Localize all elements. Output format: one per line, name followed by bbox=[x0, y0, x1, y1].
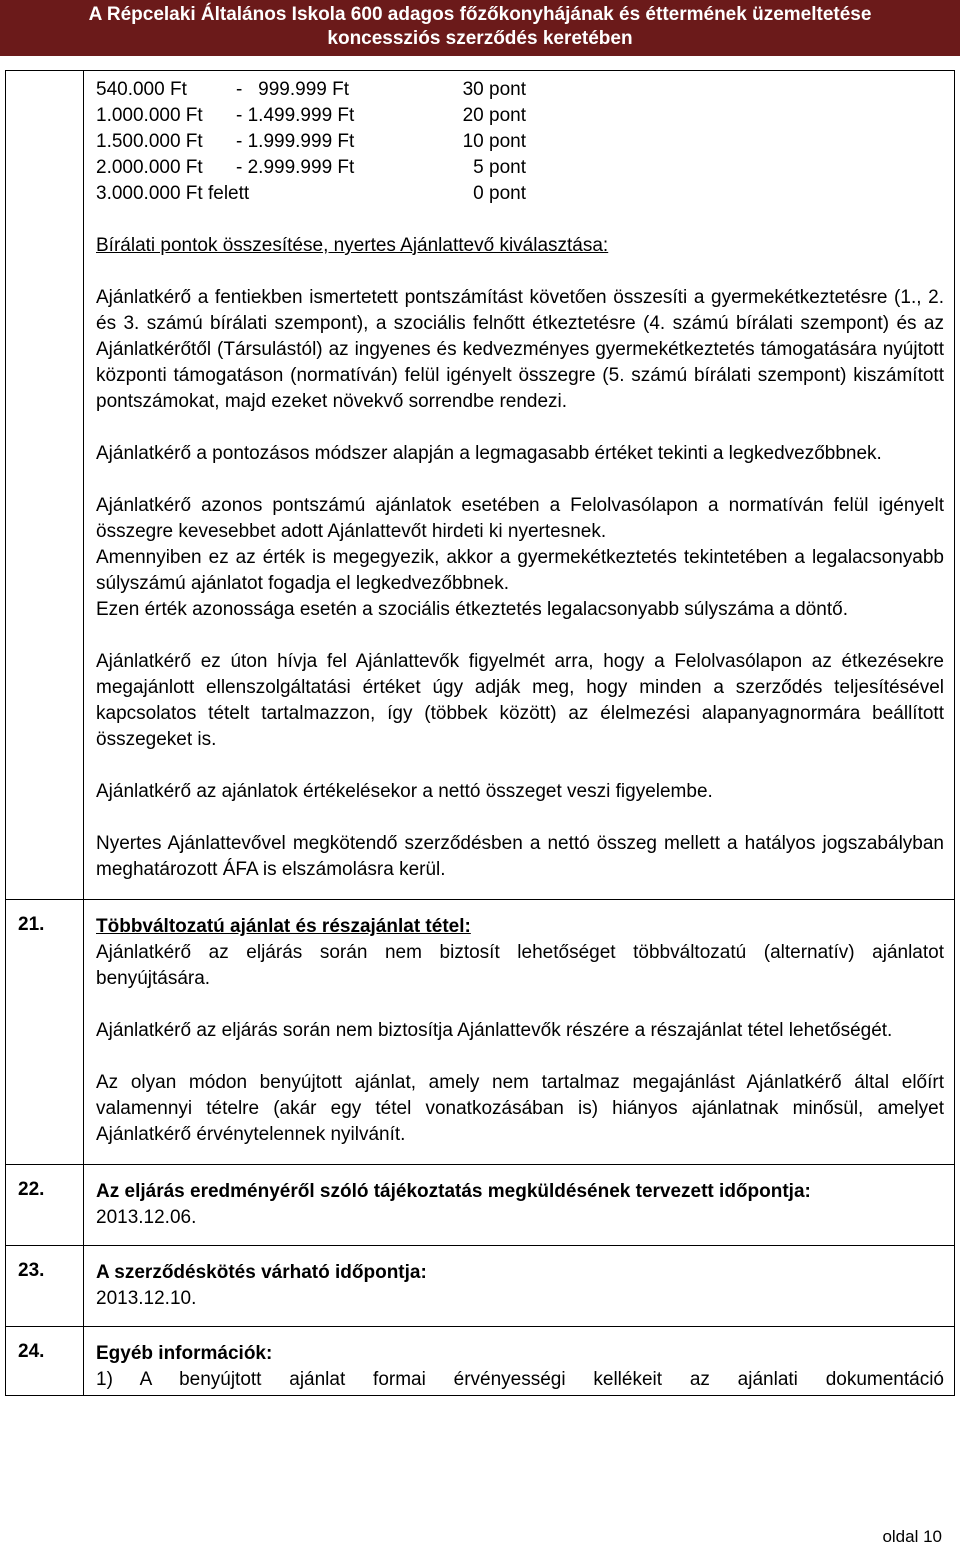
table-row-section-24 bbox=[6, 1327, 955, 1396]
section-date: 2013.12.06. bbox=[96, 1207, 197, 1228]
paragraph-summation: Ajánlatkérő a fentiekben ismertetett pontszámítást követően összesíti a gyermekétkeztetésre (1., 2. és 3. számú bírálati szempont), a szociális felnőtt étkeztetésre (4. számú bírálati szempont) és az Ajánlatkérőtől (Társulástól) az ingyenes és kedvezményes gyermekétkeztetés támogatására nyújtott központi támogatáson (normatíván) felül igényelt összegre (5. számú bírálati szempont) kiszámított pontszámokat, majd ezeket növekvő sorrendbe rendezi. bbox=[96, 287, 944, 412]
paragraph-tie-rule-3: Ezen érték azonossága esetén a szociális étkeztetés legalacsonyabb súlyszáma a döntő. bbox=[96, 599, 849, 620]
section-number: 21. bbox=[6, 900, 84, 1165]
table-row-evaluation bbox=[6, 71, 955, 900]
content-table bbox=[5, 70, 955, 1396]
score-from: 540.000 Ft bbox=[96, 79, 187, 100]
row-number-cell bbox=[6, 71, 84, 900]
section-text: Az olyan módon benyújtott ajánlat, amely nem tartalmaz megajánlást Ajánlatkérő által előírt valamennyi tételre (akár egy tétel vonatkozásában is) hiányos ajánlatnak minősül, amelyet Ajánlatkérő érvénytelennek nyilvánít. bbox=[96, 1072, 944, 1145]
paragraph-tie-rule-1: Ajánlatkérő azonos pontszámú ajánlatok esetében a Felolvasólapon a normatíván felül igényelt összegre kevesebbet adott Ajánlattevőt hirdeti ki nyertesnek. bbox=[96, 495, 944, 542]
evaluation-cell bbox=[84, 71, 955, 900]
score-row bbox=[96, 77, 944, 103]
document-header bbox=[0, 0, 960, 56]
header-line-1: A Répcelaki Általános Iskola 600 adagos főzőkonyhájának és éttermének üzemeltetése bbox=[88, 4, 872, 25]
paragraph-notice: Ajánlatkérő ez úton hívja fel Ajánlattevők figyelmét arra, hogy a Felolvasólapon az étkezésekre megajánlott ellenszolgáltatási értéket úgy adják meg, hogy minden a szerződés teljesítésével kapcsolatos tételt tartalmazzon, így (többek között) az élelmezési alapanyagnormára beállított összegeket is. bbox=[96, 651, 944, 750]
section-title: Egyéb információk: bbox=[96, 1343, 273, 1364]
score-to: - 2.999.999 Ft bbox=[236, 157, 355, 178]
score-from: 1.500.000 Ft bbox=[96, 131, 203, 152]
table-row-section-22 bbox=[6, 1165, 955, 1246]
paragraph-vat: Nyertes Ajánlattevővel megkötendő szerződésben a nettó összeg mellett a hatályos jogszabályban meghatározott ÁFA is elszámolásra kerül. bbox=[96, 833, 944, 880]
section-title: Többváltozatú ajánlat és részajánlat tétel: bbox=[96, 916, 471, 937]
paragraph-tie-rule-2: Amennyiben ez az érték is megegyezik, akkor a gyermekétkeztetés tekintetében a legalacsonyabb súlyszámú ajánlatot fogadja el legkedvezőbbnek. bbox=[96, 547, 944, 594]
score-row bbox=[96, 181, 944, 207]
score-to: - 1.999.999 Ft bbox=[236, 131, 355, 152]
score-points: 0 pont bbox=[473, 183, 526, 204]
score-points: 5 pont bbox=[473, 157, 526, 178]
section-number: 23. bbox=[6, 1246, 84, 1327]
page-number: oldal 10 bbox=[882, 1527, 942, 1546]
score-points: 30 pont bbox=[462, 79, 526, 100]
section-21-cell bbox=[84, 900, 955, 1165]
section-23-cell bbox=[84, 1246, 955, 1327]
section-number: 24. bbox=[6, 1327, 84, 1396]
section-text: Ajánlatkérő az eljárás során nem biztosít lehetőséget többváltozatú (alternatív) ajánlatot benyújtására. bbox=[96, 942, 944, 989]
table-row-section-23 bbox=[6, 1246, 955, 1327]
score-points: 10 pont bbox=[462, 131, 526, 152]
section-title: Az eljárás eredményéről szóló tájékoztatás megküldésének tervezett időpontja: bbox=[96, 1181, 811, 1202]
score-points: 20 pont bbox=[462, 105, 526, 126]
table-row-section-21 bbox=[6, 900, 955, 1165]
score-table bbox=[96, 77, 944, 207]
summary-heading bbox=[96, 233, 944, 259]
score-from: 1.000.000 Ft bbox=[96, 105, 203, 126]
score-row bbox=[96, 129, 944, 155]
header-line-2: koncessziós szerződés keretében bbox=[327, 28, 633, 49]
summary-heading-text: Bírálati pontok összesítése, nyertes Ajánlattevő kiválasztása: bbox=[96, 235, 609, 256]
score-to: - 999.999 Ft bbox=[236, 79, 350, 100]
score-row bbox=[96, 103, 944, 129]
score-to: - 1.499.999 Ft bbox=[236, 105, 355, 126]
score-from: 3.000.000 Ft felett bbox=[96, 183, 250, 204]
score-from: 2.000.000 Ft bbox=[96, 157, 203, 178]
section-text: Ajánlatkérő az eljárás során nem biztosítja Ajánlattevők részére a részajánlat tétel lehetőségét. bbox=[96, 1020, 893, 1041]
section-number: 22. bbox=[6, 1165, 84, 1246]
score-row bbox=[96, 155, 944, 181]
section-24-cell bbox=[84, 1327, 955, 1396]
section-date: 2013.12.10. bbox=[96, 1288, 197, 1309]
paragraph-highest-value: Ajánlatkérő a pontozásos módszer alapján a legmagasabb értéket tekinti a legkedvezőbbnek. bbox=[96, 443, 882, 464]
paragraph-net-amount: Ajánlatkérő az ajánlatok értékelésekor a nettó összeget veszi figyelembe. bbox=[96, 781, 713, 802]
section-22-cell bbox=[84, 1165, 955, 1246]
section-title: A szerződéskötés várható időpontja: bbox=[96, 1262, 427, 1283]
section-text: 1) A benyújtott ajánlat formai érvényességi kellékeit az ajánlati dokumentáció bbox=[96, 1369, 944, 1390]
